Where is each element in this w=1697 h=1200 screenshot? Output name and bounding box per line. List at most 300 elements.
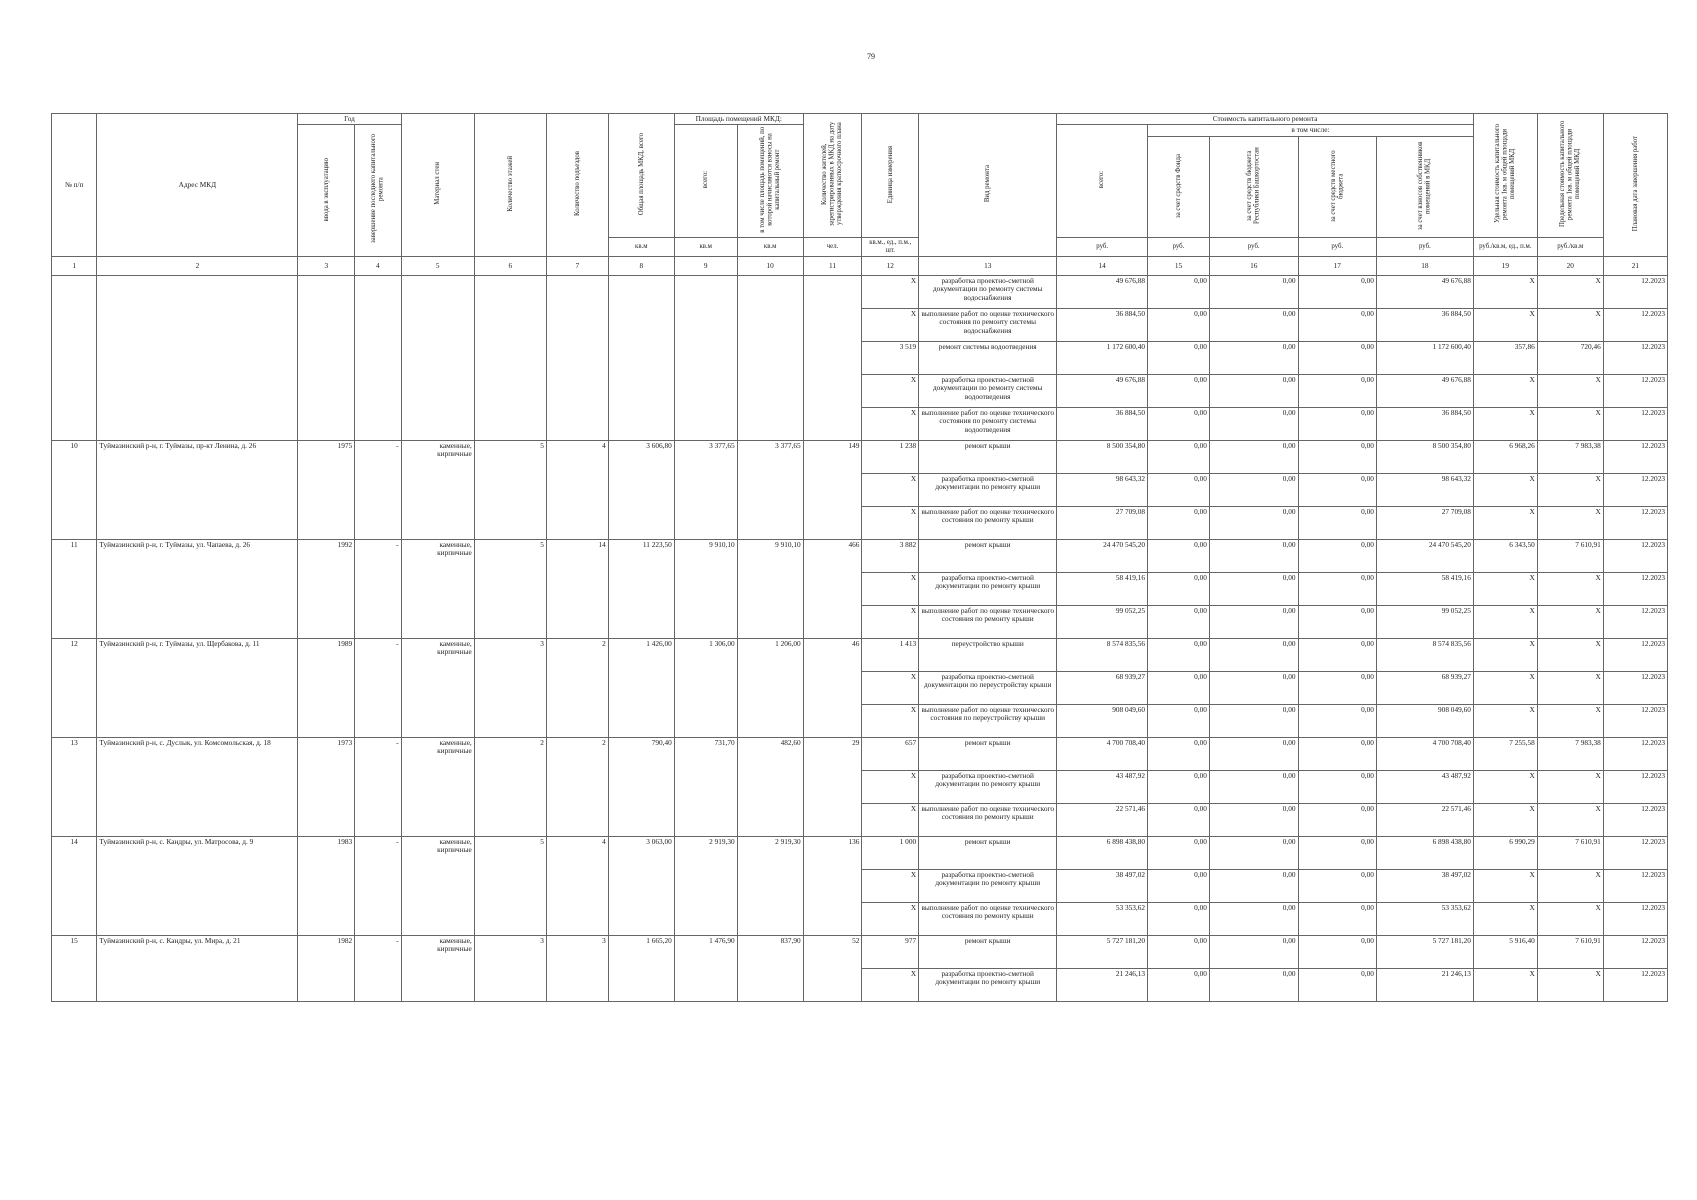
column-number: 10	[737, 256, 803, 275]
area-fee: 2 919,30	[737, 836, 803, 935]
specific-cost: X	[1473, 704, 1537, 737]
work-kind: ремонт крыши	[919, 935, 1057, 968]
header-rb-budget: за счет средств бюджета Республики Башкортостан	[1209, 136, 1298, 237]
area-fee: 482,60	[737, 737, 803, 836]
limit-cost: X	[1537, 671, 1603, 704]
house-number: 14	[52, 836, 97, 935]
wall-material: каменные, кирпичные	[401, 440, 474, 539]
house-address: Туймазинский р-н, г. Туймазы, пр-кт Ленина, д. 26	[97, 440, 298, 539]
floors: 5	[474, 539, 546, 638]
cost-total: 6 898 438,80	[1057, 836, 1148, 869]
cost-owners: 43 487,92	[1376, 770, 1473, 803]
cost-total: 22 571,46	[1057, 803, 1148, 836]
cost-total: 43 487,92	[1057, 770, 1148, 803]
wall-material: каменные, кирпичные	[401, 737, 474, 836]
work-kind: ремонт системы водоотведения	[919, 341, 1057, 374]
work-unit: 1 238	[862, 440, 919, 473]
work-kind: разработка проектно-сметной документации по ремонту крыши	[919, 770, 1057, 803]
planned-date: 12.2023	[1603, 440, 1667, 473]
page-number: 79	[867, 52, 875, 61]
header-cost-group: Стоимость капитального ремонта	[1057, 114, 1474, 125]
house-number	[52, 275, 97, 440]
work-unit: X	[862, 902, 919, 935]
cost-total: 53 353,62	[1057, 902, 1148, 935]
planned-date: 12.2023	[1603, 770, 1667, 803]
limit-cost: X	[1537, 407, 1603, 440]
cost-owners: 908 049,60	[1376, 704, 1473, 737]
cost-local-budget: 0,00	[1298, 770, 1376, 803]
cost-owners: 68 939,27	[1376, 671, 1473, 704]
specific-cost: 6 990,29	[1473, 836, 1537, 869]
work-unit: X	[862, 704, 919, 737]
last-repair-year: -	[355, 539, 401, 638]
limit-cost: 7 983,38	[1537, 737, 1603, 770]
cost-total: 1 172 600,40	[1057, 341, 1148, 374]
cost-owners: 38 497,02	[1376, 869, 1473, 902]
limit-cost: X	[1537, 968, 1603, 1001]
total-area: 11 223,50	[608, 539, 674, 638]
year-built: 1973	[298, 737, 355, 836]
total-area: 3 063,00	[608, 836, 674, 935]
planned-date: 12.2023	[1603, 506, 1667, 539]
entrances: 3	[546, 935, 608, 1001]
year-built: 1992	[298, 539, 355, 638]
cost-owners: 8 574 835,56	[1376, 638, 1473, 671]
area-fee: 3 377,65	[737, 440, 803, 539]
column-number: 17	[1298, 256, 1376, 275]
cost-fund: 0,00	[1148, 770, 1210, 803]
last-repair-year	[355, 275, 401, 440]
year-built	[298, 275, 355, 440]
total-area: 1 426,00	[608, 638, 674, 737]
planned-date: 12.2023	[1603, 308, 1667, 341]
column-number: 18	[1376, 256, 1473, 275]
limit-cost: X	[1537, 374, 1603, 407]
work-unit: X	[862, 605, 919, 638]
planned-date: 12.2023	[1603, 869, 1667, 902]
specific-cost: X	[1473, 374, 1537, 407]
cost-local-budget: 0,00	[1298, 341, 1376, 374]
cost-local-budget: 0,00	[1298, 737, 1376, 770]
house-address: Туймазинский р-н, г. Туймазы, ул. Чапаева, д. 26	[97, 539, 298, 638]
entrances: 4	[546, 836, 608, 935]
entrances: 2	[546, 737, 608, 836]
header-material: Материал стен	[401, 114, 474, 257]
work-unit: X	[862, 671, 919, 704]
cost-local-budget: 0,00	[1298, 803, 1376, 836]
specific-cost: X	[1473, 605, 1537, 638]
cost-total: 36 884,50	[1057, 407, 1148, 440]
specific-cost: X	[1473, 506, 1537, 539]
planned-date: 12.2023	[1603, 374, 1667, 407]
cost-total: 58 419,16	[1057, 572, 1148, 605]
limit-cost: 7 610,91	[1537, 836, 1603, 869]
unit-16: руб.	[1209, 238, 1298, 257]
table-body	[52, 275, 1668, 1001]
work-unit: 1 413	[862, 638, 919, 671]
cost-fund: 0,00	[1148, 638, 1210, 671]
work-unit: 1 000	[862, 836, 919, 869]
work-kind: ремонт крыши	[919, 737, 1057, 770]
work-kind: разработка проектно-сметной документации по ремонту крыши	[919, 869, 1057, 902]
cost-owners: 4 700 708,40	[1376, 737, 1473, 770]
cost-local-budget: 0,00	[1298, 308, 1376, 341]
specific-cost: X	[1473, 968, 1537, 1001]
work-unit: X	[862, 407, 919, 440]
planned-date: 12.2023	[1603, 968, 1667, 1001]
specific-cost: X	[1473, 407, 1537, 440]
cost-total: 27 709,08	[1057, 506, 1148, 539]
specific-cost: X	[1473, 803, 1537, 836]
column-number: 9	[674, 256, 737, 275]
header-incl: в том числе:	[1148, 125, 1474, 136]
unit-9: кв.м	[674, 238, 737, 257]
limit-cost: X	[1537, 770, 1603, 803]
cost-fund: 0,00	[1148, 341, 1210, 374]
planned-date: 12.2023	[1603, 638, 1667, 671]
work-kind: выполнение работ по оценке технического состояния по переустройству крыши	[919, 704, 1057, 737]
cost-owners: 49 676,88	[1376, 275, 1473, 308]
cost-total: 98 643,32	[1057, 473, 1148, 506]
total-area	[608, 275, 674, 440]
year-built: 1983	[298, 836, 355, 935]
wall-material: каменные, кирпичные	[401, 638, 474, 737]
planned-date: 12.2023	[1603, 572, 1667, 605]
column-number: 13	[919, 256, 1057, 275]
cost-total: 24 470 545,20	[1057, 539, 1148, 572]
cost-total: 68 939,27	[1057, 671, 1148, 704]
house-number: 11	[52, 539, 97, 638]
residents: 46	[803, 638, 862, 737]
cost-rb-budget: 0,00	[1209, 275, 1298, 308]
floors: 3	[474, 935, 546, 1001]
total-area: 1 665,20	[608, 935, 674, 1001]
specific-cost: X	[1473, 902, 1537, 935]
column-number: 8	[608, 256, 674, 275]
cost-rb-budget: 0,00	[1209, 968, 1298, 1001]
cost-fund: 0,00	[1148, 836, 1210, 869]
header-limit-cost: Предельная стоимость капитального ремонта 1кв. м общей площади помещений МКД	[1537, 114, 1603, 238]
work-unit: 977	[862, 935, 919, 968]
planned-date: 12.2023	[1603, 803, 1667, 836]
cost-rb-budget: 0,00	[1209, 638, 1298, 671]
cost-owners: 5 727 181,20	[1376, 935, 1473, 968]
house-address: Туймазинский р-н, с. Дуслык, ул. Комсомольская, д. 18	[97, 737, 298, 836]
cost-total: 21 246,13	[1057, 968, 1148, 1001]
cost-rb-budget: 0,00	[1209, 341, 1298, 374]
year-built: 1982	[298, 935, 355, 1001]
cost-local-budget: 0,00	[1298, 539, 1376, 572]
header-year-built: ввода в эксплуатацию	[298, 125, 355, 256]
limit-cost: X	[1537, 704, 1603, 737]
cost-rb-budget: 0,00	[1209, 836, 1298, 869]
work-kind: выполнение работ по оценке технического состояния по ремонту крыши	[919, 902, 1057, 935]
area-fee: 1 206,00	[737, 638, 803, 737]
column-number: 2	[97, 256, 298, 275]
cost-owners: 6 898 438,80	[1376, 836, 1473, 869]
cost-rb-budget: 0,00	[1209, 440, 1298, 473]
planned-date: 12.2023	[1603, 671, 1667, 704]
cost-rb-budget: 0,00	[1209, 605, 1298, 638]
cost-owners: 1 172 600,40	[1376, 341, 1473, 374]
cost-local-budget: 0,00	[1298, 638, 1376, 671]
cost-rb-budget: 0,00	[1209, 407, 1298, 440]
specific-cost: X	[1473, 671, 1537, 704]
cost-local-budget: 0,00	[1298, 968, 1376, 1001]
work-unit: 3 882	[862, 539, 919, 572]
work-kind: ремонт крыши	[919, 440, 1057, 473]
floors: 2	[474, 737, 546, 836]
header-owners: за счет взносов собственников помещений в МКД	[1376, 136, 1473, 237]
limit-cost: 7 610,91	[1537, 539, 1603, 572]
house-address: Туймазинский р-н, с. Кандры, ул. Мира, д. 21	[97, 935, 298, 1001]
planned-date: 12.2023	[1603, 704, 1667, 737]
cost-rb-budget: 0,00	[1209, 803, 1298, 836]
cost-fund: 0,00	[1148, 902, 1210, 935]
unit-10: кв.м	[737, 238, 803, 257]
work-unit: X	[862, 506, 919, 539]
cost-local-budget: 0,00	[1298, 407, 1376, 440]
limit-cost: X	[1537, 275, 1603, 308]
work-unit: X	[862, 374, 919, 407]
cost-total: 8 500 354,80	[1057, 440, 1148, 473]
cost-fund: 0,00	[1148, 935, 1210, 968]
cost-owners: 49 676,88	[1376, 374, 1473, 407]
house-number: 15	[52, 935, 97, 1001]
cost-fund: 0,00	[1148, 605, 1210, 638]
column-number: 16	[1209, 256, 1298, 275]
specific-cost: 6 343,50	[1473, 539, 1537, 572]
area-all: 2 919,30	[674, 836, 737, 935]
specific-cost: 5 916,40	[1473, 935, 1537, 968]
work-kind: выполнение работ по оценке технического состояния по ремонту крыши	[919, 605, 1057, 638]
work-kind: разработка проектно-сметной документации по переустройству крыши	[919, 671, 1057, 704]
column-number: 6	[474, 256, 546, 275]
area-all: 731,70	[674, 737, 737, 836]
cost-fund: 0,00	[1148, 506, 1210, 539]
cost-rb-budget: 0,00	[1209, 539, 1298, 572]
header-address: Адрес МКД	[97, 114, 298, 257]
specific-cost: X	[1473, 638, 1537, 671]
cost-local-budget: 0,00	[1298, 836, 1376, 869]
specific-cost: X	[1473, 308, 1537, 341]
area-all: 9 910,10	[674, 539, 737, 638]
cost-fund: 0,00	[1148, 275, 1210, 308]
header-planned-date: Плановая дата завершения работ	[1603, 114, 1667, 257]
last-repair-year: -	[355, 737, 401, 836]
cost-owners: 8 500 354,80	[1376, 440, 1473, 473]
column-number: 4	[355, 256, 401, 275]
area-all: 1 306,00	[674, 638, 737, 737]
cost-rb-budget: 0,00	[1209, 671, 1298, 704]
cost-fund: 0,00	[1148, 374, 1210, 407]
cost-rb-budget: 0,00	[1209, 869, 1298, 902]
work-kind: разработка проектно-сметной документации по ремонту системы водоотведения	[919, 374, 1057, 407]
work-kind: ремонт крыши	[919, 539, 1057, 572]
capital-repair-table	[51, 113, 1668, 1002]
area-fee: 9 910,10	[737, 539, 803, 638]
table-row	[52, 275, 1668, 308]
unit-15: руб.	[1148, 238, 1210, 257]
planned-date: 12.2023	[1603, 539, 1667, 572]
cost-fund: 0,00	[1148, 572, 1210, 605]
specific-cost: X	[1473, 572, 1537, 605]
residents: 149	[803, 440, 862, 539]
planned-date: 12.2023	[1603, 605, 1667, 638]
limit-cost: X	[1537, 572, 1603, 605]
cost-rb-budget: 0,00	[1209, 473, 1298, 506]
work-kind: разработка проектно-сметной документации по ремонту крыши	[919, 968, 1057, 1001]
table-row	[52, 440, 1668, 473]
column-number: 1	[52, 256, 97, 275]
work-kind: разработка проектно-сметной документации по ремонту системы водоснабжения	[919, 275, 1057, 308]
column-number: 19	[1473, 256, 1537, 275]
planned-date: 12.2023	[1603, 407, 1667, 440]
area-all: 1 476,90	[674, 935, 737, 1001]
planned-date: 12.2023	[1603, 473, 1667, 506]
work-kind: разработка проектно-сметной документации по ремонту крыши	[919, 473, 1057, 506]
unit-11: чел.	[803, 238, 862, 257]
cost-total: 8 574 835,56	[1057, 638, 1148, 671]
total-area: 790,40	[608, 737, 674, 836]
cost-local-budget: 0,00	[1298, 572, 1376, 605]
limit-cost: 7 983,38	[1537, 440, 1603, 473]
cost-local-budget: 0,00	[1298, 440, 1376, 473]
cost-local-budget: 0,00	[1298, 275, 1376, 308]
column-number: 14	[1057, 256, 1148, 275]
work-unit: X	[862, 968, 919, 1001]
limit-cost: X	[1537, 473, 1603, 506]
header-year-group: Год	[298, 114, 401, 125]
cost-rb-budget: 0,00	[1209, 572, 1298, 605]
floors: 3	[474, 638, 546, 737]
area-all: 3 377,65	[674, 440, 737, 539]
header-repair-kind: Вид ремонта	[919, 114, 1057, 257]
wall-material: каменные, кирпичные	[401, 935, 474, 1001]
last-repair-year: -	[355, 836, 401, 935]
cost-fund: 0,00	[1148, 539, 1210, 572]
area-all	[674, 275, 737, 440]
column-number: 21	[1603, 256, 1667, 275]
floors: 5	[474, 836, 546, 935]
house-address: Туймазинский р-н, с. Кандры, ул. Матросова, д. 9	[97, 836, 298, 935]
cost-fund: 0,00	[1148, 473, 1210, 506]
cost-rb-budget: 0,00	[1209, 902, 1298, 935]
cost-total: 49 676,88	[1057, 374, 1148, 407]
last-repair-year: -	[355, 440, 401, 539]
unit-14: руб.	[1057, 238, 1148, 257]
work-unit: 657	[862, 737, 919, 770]
cost-total: 38 497,02	[1057, 869, 1148, 902]
unit-8: кв.м	[608, 238, 674, 257]
planned-date: 12.2023	[1603, 836, 1667, 869]
cost-total: 5 727 181,20	[1057, 935, 1148, 968]
header-fund: за счет средств Фонда	[1148, 136, 1210, 237]
cost-rb-budget: 0,00	[1209, 506, 1298, 539]
header-unit: Единица измерения	[862, 114, 919, 238]
limit-cost: X	[1537, 605, 1603, 638]
specific-cost: 7 255,58	[1473, 737, 1537, 770]
limit-cost: 7 610,91	[1537, 935, 1603, 968]
house-number: 10	[52, 440, 97, 539]
work-unit: X	[862, 770, 919, 803]
work-kind: выполнение работ по оценке технического состояния по ремонту крыши	[919, 803, 1057, 836]
limit-cost: 720,46	[1537, 341, 1603, 374]
planned-date: 12.2023	[1603, 275, 1667, 308]
cost-total: 908 049,60	[1057, 704, 1148, 737]
planned-date: 12.2023	[1603, 737, 1667, 770]
floors: 5	[474, 440, 546, 539]
cost-local-budget: 0,00	[1298, 935, 1376, 968]
work-unit: X	[862, 275, 919, 308]
planned-date: 12.2023	[1603, 935, 1667, 968]
header-area-group: Площадь помещений МКД:	[674, 114, 803, 125]
cost-owners: 36 884,50	[1376, 407, 1473, 440]
cost-local-budget: 0,00	[1298, 902, 1376, 935]
header-total-area: Общая площадь МКД, всего	[608, 114, 674, 238]
work-kind: выполнение работ по оценке технического состояния по ремонту крыши	[919, 506, 1057, 539]
column-number: 15	[1148, 256, 1210, 275]
limit-cost: X	[1537, 506, 1603, 539]
limit-cost: X	[1537, 308, 1603, 341]
work-unit: X	[862, 803, 919, 836]
cost-owners: 27 709,08	[1376, 506, 1473, 539]
header-last-repair: завершение последнего капитального ремонта	[355, 125, 401, 256]
wall-material: каменные, кирпичные	[401, 836, 474, 935]
cost-fund: 0,00	[1148, 869, 1210, 902]
last-repair-year: -	[355, 638, 401, 737]
unit-12: кв.м., ед., п.м., шт.	[862, 238, 919, 257]
cost-owners: 53 353,62	[1376, 902, 1473, 935]
house-number: 12	[52, 638, 97, 737]
wall-material: каменные, кирпичные	[401, 539, 474, 638]
work-kind: переустройство крыши	[919, 638, 1057, 671]
entrances: 14	[546, 539, 608, 638]
cost-rb-budget: 0,00	[1209, 374, 1298, 407]
cost-total: 36 884,50	[1057, 308, 1148, 341]
cost-rb-budget: 0,00	[1209, 704, 1298, 737]
cost-local-budget: 0,00	[1298, 374, 1376, 407]
header-area-all: всего:	[674, 125, 737, 238]
cost-owners: 24 470 545,20	[1376, 539, 1473, 572]
cost-total: 49 676,88	[1057, 275, 1148, 308]
header-local-budget: за счет средств местного бюджета	[1298, 136, 1376, 237]
entrances: 2	[546, 638, 608, 737]
header-specific-cost: Удельная стоимость капитального ремонта 1кв. м общей площади помещений МКД	[1473, 114, 1537, 238]
column-number: 5	[401, 256, 474, 275]
specific-cost: X	[1473, 275, 1537, 308]
entrances: 4	[546, 440, 608, 539]
cost-fund: 0,00	[1148, 737, 1210, 770]
header-cost-total: всего:	[1057, 125, 1148, 238]
residents: 52	[803, 935, 862, 1001]
cost-owners: 99 052,25	[1376, 605, 1473, 638]
cost-total: 4 700 708,40	[1057, 737, 1148, 770]
header-floors: Количество этажей	[474, 114, 546, 257]
column-number: 7	[546, 256, 608, 275]
area-fee	[737, 275, 803, 440]
cost-local-budget: 0,00	[1298, 671, 1376, 704]
work-unit: 3 519	[862, 341, 919, 374]
cost-total: 99 052,25	[1057, 605, 1148, 638]
year-built: 1989	[298, 638, 355, 737]
table-header	[52, 114, 1668, 276]
cost-fund: 0,00	[1148, 704, 1210, 737]
work-unit: X	[862, 473, 919, 506]
work-kind: выполнение работ по оценке технического состояния по ремонту системы водоотведения	[919, 407, 1057, 440]
year-built: 1975	[298, 440, 355, 539]
limit-cost: X	[1537, 803, 1603, 836]
